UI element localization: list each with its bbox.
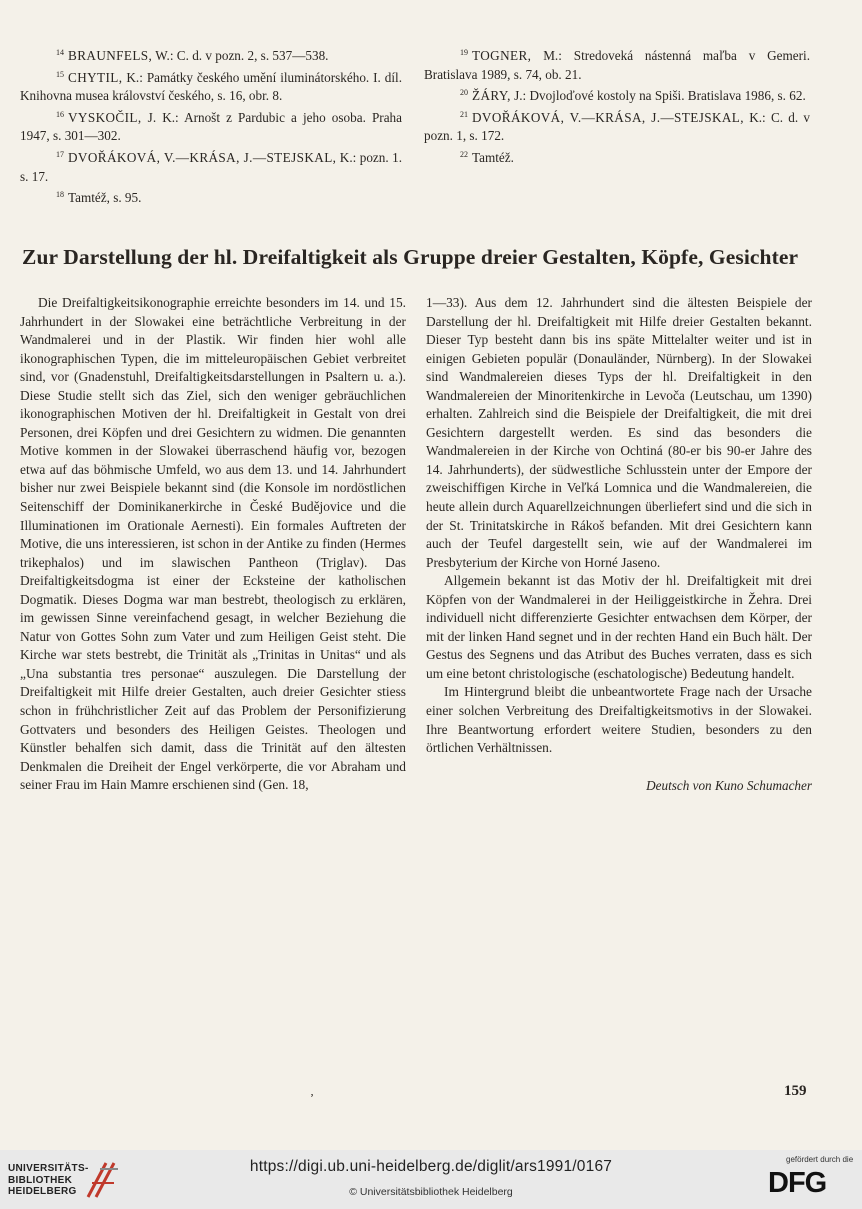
library-name[interactable]: UNIVERSITÄTS- BIBLIOTHEK HEIDELBERG — [8, 1163, 89, 1197]
footnote: $^{19}$ TOGNER, M.: Stredoveká nástenná maľba v Gemeri. Bratislava 1989, s. 74, ob. 21. — [424, 48, 810, 82]
footer-bar — [0, 1150, 862, 1209]
paragraph: 1—33). Aus dem 12. Jahrhundert sind die ältesten Beispiele der Darstellung der hl. Dreifaltigkeit mit Hilfe dreier Gestalten bekannt. Dieser Typ besteht dann bis ins späte Mittelalter weiter und ist in einigen Gebieten populär (Donauländer, Nürnberg). In der Slowakei sind Wandmalereien dieses Typs der hl. Dreifaltigkeit in den Wandmalereien der Minoritenkirche in Levoča (Leutschau, um 1390) erhalten. Zahlreich sind die Beispiele der Dreifaltigkeit, die mit drei Gesichtern dargestellt werden. Es sind das besonders die Wandmalereien in der Kirche von Ochtiná (80-er bis 90-er Jahre des 14. Jahrhunderts), der südwestliche Schlusstein unter der Empore der zweischiffigen Kirche in Veľká Lomnica und die Wandmalereien, die heute allein durch Aquarellzeichnungen überliefert sind und die sich in der St. Trinitatskirche in Rákoš befanden. Mit drei Gesichtern kann auch der Teufel dargestellt sein, wie auf der Wandmalerei im Presbyterium der Kirche von Horné Jaseno. — [426, 295, 812, 570]
paragraph: Im Hintergrund bleibt die unbeantwortete Frage nach der Ursache einer solchen Verbreitung des Dreifaltigkeitsmotivs in der Slowakei. Ihre Beantwortung erfordert weitere Studien, besonders zu den örtlichen Verhältnissen. — [426, 684, 812, 756]
footnote: $^{16}$ VYSKOČIL, J. K.: Arnošt z Pardubic a jeho osoba. Praha 1947, s. 301—302. — [20, 109, 402, 144]
body-column-left — [20, 294, 406, 795]
funding-caption: gefördert durch die — [786, 1155, 854, 1164]
footnotes-right — [424, 44, 810, 168]
footnote: $^{20}$ ŽÁRY, J.: Dvojloďové kostoly na Spiši. Bratislava 1986, s. 62. — [460, 88, 806, 104]
page-number: 159 — [784, 1083, 807, 1099]
paragraph: Allgemein bekannt ist das Motiv der hl. Dreifaltigkeit mit drei Köpfen von der Wandmalerei in der Heiliggeistkirche in Žehra. Drei individuell nicht differenzierte Gesichter entwachsen dem Körper, der mit der linken Hand segnet und in der rechten Hand ein Buch hält. Der Gestus des Segnens und das Atribut des Buches verraten, dass es sich um eine betont christologische (eschatologische) Bedeutung handelt. — [426, 573, 812, 681]
footnote: $^{15}$ CHYTIL, K.: Památky českého umění iluminátorského. I. díl. Knihovna musea království českého, s. 16, obr. 8. — [20, 69, 402, 104]
dfg-logo[interactable]: DFG — [768, 1167, 827, 1199]
stray-mark: ʼ — [310, 1091, 314, 1105]
translator-credit: Deutsch von Kuno Schumacher — [646, 777, 812, 793]
copyright-notice: © Universitätsbibliothek Heidelberg — [349, 1186, 513, 1198]
footnote: $^{22}$ Tamtéž. — [460, 149, 514, 165]
article-title: Zur Darstellung der hl. Dreifaltigkeit als Gruppe dreier Gestalten, Köpfe, Gesichter — [22, 245, 799, 269]
paragraph: Die Dreifaltigkeitsikonographie erreichte besonders im 14. und 15. Jahrhundert in der Slowakei eine beträchtliche Verbreitung in der Wandmalerei und in der Plastik. Wir finden hier wohl alle ikonographischen Typen, die im mitteleuropäischen Gebiet verbreitet sind, vor (Gnadenstuhl, Dreifaltigkeitsdarstellungen in Psaltern u. a.). Diese Studie stellt sich das Ziel, sich den weniger gebräuchlichen ikonographischen Motiven der hl. Dreifaltigkeit in Gestalt von drei Personen, drei Köpfen und drei Gesichtern zu widmen. Die genannten Motive kommen in der Slowakei überraschend häufig vor, bezogen etwa auf das böhmische Umfeld, wo aus dem 13. und 14. Jahrhundert bisher nur zwei Beispiele bekannt sind (die Konsole im nordöstlichen Seitenschiff der Dominikanerkirche in České Budějovice und die Illuminationen im Orationale Aernesti). Ein formales Auftreten der Motive, die uns interessieren, ist schon in der Antike zu finden (Hermes trikephalos) und im slawischen Pantheon (Triglav). Das Dreifaltigkeitsdogma ist einer der Ecksteine der katholischen Dogmatik. Dieses Dogma war man bestrebt, theologisch zu erklären, im gewissen Sinne vereinfachend gesagt, in welcher Beziehung die Natur von Gottes Sohn zum Vater und zum Heiligen Geist steht. Die Kirche war stets bestrebt, die Trinität als „Trinitas in Unitas“ und als „Una substantia tres personae“ auszulegen. Die Darstellung der Dreifaltigkeit mit Hilfe dreier Gestalten, auch dreier Gesichter stiess schon in frühchristlicher Zeit auf das Problem der Personifizierung Gottvaters und besonders des Heiligen Geistes. Theologen und Künstler behalfen sich damit, dass die Trinität auf den ältesten Denkmalen die Dreiheit der Engel verkörperte, die vor Abraham und seiner Frau im Hain Mamre erschienen sind (Gen. 18, — [20, 295, 406, 793]
permalink-url[interactable]: https://digi.ub.uni-heidelberg.de/diglit/ars1991/0167 — [249, 1158, 613, 1175]
footnotes-left — [20, 44, 402, 208]
body-column-right — [426, 294, 812, 795]
footnote: $^{18}$ Tamtéž, s. 95. — [56, 190, 142, 206]
footnote: $^{14}$ BRAUNFELS, W.: C. d. v pozn. 2, s. 537—538. — [56, 48, 329, 63]
footnote: $^{17}$ DVOŘÁKOVÁ, V.—KRÁSA, J.—STEJSKAL, K.: pozn. 1. s. 17. — [20, 149, 402, 184]
footnote: $^{21}$ DVOŘÁKOVÁ, V.—KRÁSA, J.—STEJSKAL, K.: C. d. v pozn. 1, s. 172. — [424, 109, 810, 144]
